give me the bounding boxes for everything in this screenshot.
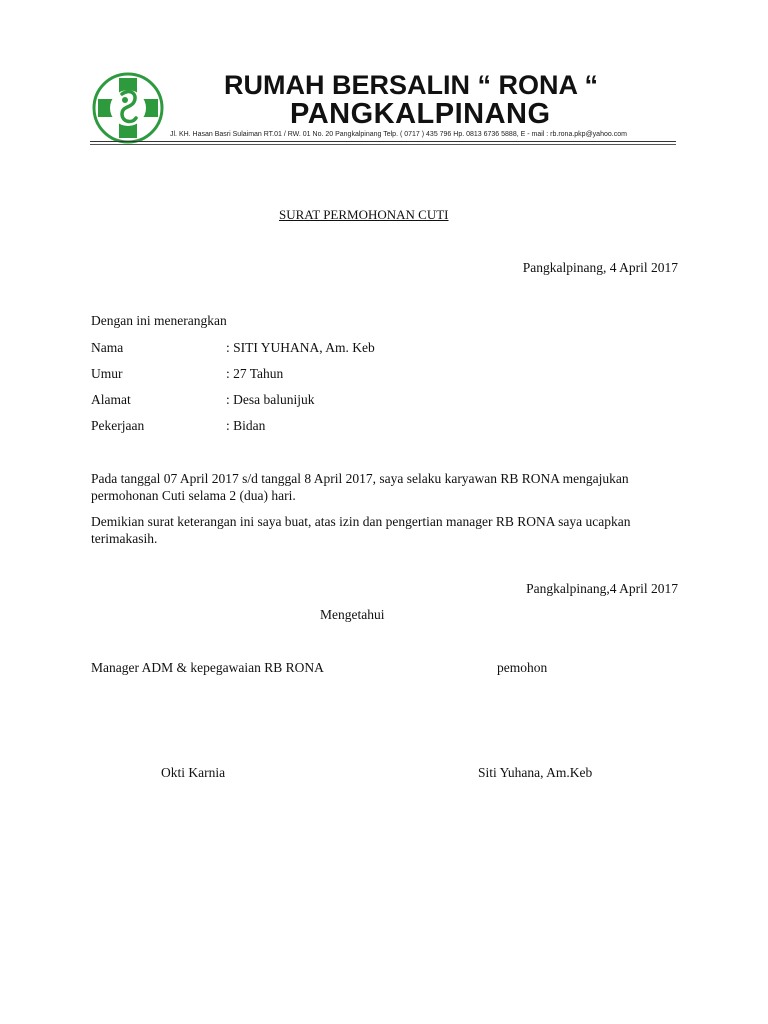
field-label-alamat: Alamat: [91, 392, 131, 407]
acknowledged-label: Mengetahui: [320, 607, 385, 622]
field-value-nama: : SITI YUHANA, Am. Keb: [226, 340, 375, 355]
field-value-alamat: : Desa balunijuk: [226, 392, 315, 407]
signer-right-role: pemohon: [497, 660, 548, 675]
letterhead-divider-thick: [90, 141, 676, 142]
mother-child-cross-logo: [92, 72, 164, 144]
letter-date-top: Pangkalpinang, 4 April 2017: [522, 260, 678, 275]
organization-name-line1: RUMAH BERSALIN “ RONA “: [224, 70, 598, 100]
body-paragraph-1: Pada tanggal 07 April 2017 s/d tanggal 8 April 2017, saya selaku karyawan RB RONA mengajukan permohonan Cuti selama 2 (dua) hari.: [91, 471, 629, 503]
organization-name-line2: PANGKALPINANG: [290, 98, 551, 130]
signer-left-role: Manager ADM & kepegawaian RB RONA: [91, 660, 324, 675]
letterhead-address: Jl. KH. Hasan Basri Sulaiman RT.01 / RW. 01 No. 20 Pangkalpinang Telp. ( 0717 ) 435 796 Hp. 0813 6736 5888, E - mail : rb.rona.pkp@yahoo.com: [170, 131, 627, 138]
letter-date-bottom: Pangkalpinang,4 April 2017: [526, 581, 678, 596]
field-label-umur: Umur: [91, 366, 123, 381]
signer-right-name: Siti Yuhana, Am.Keb: [478, 765, 593, 780]
letterhead-divider-thin: [90, 144, 676, 145]
field-value-pekerjaan: : Bidan: [226, 418, 266, 433]
field-label-pekerjaan: Pekerjaan: [91, 418, 145, 433]
field-label-nama: Nama: [91, 340, 124, 355]
body-paragraph-2: Demikian surat keterangan ini saya buat, atas izin dan pengertian manager RB RONA saya ucapkan terimakasih.: [91, 514, 631, 546]
field-value-umur: : 27 Tahun: [226, 366, 284, 381]
letter-title: SURAT PERMOHONAN CUTI: [279, 207, 449, 222]
intro-text: Dengan ini menerangkan: [91, 313, 227, 328]
signer-left-name: Okti Karnia: [161, 765, 226, 780]
